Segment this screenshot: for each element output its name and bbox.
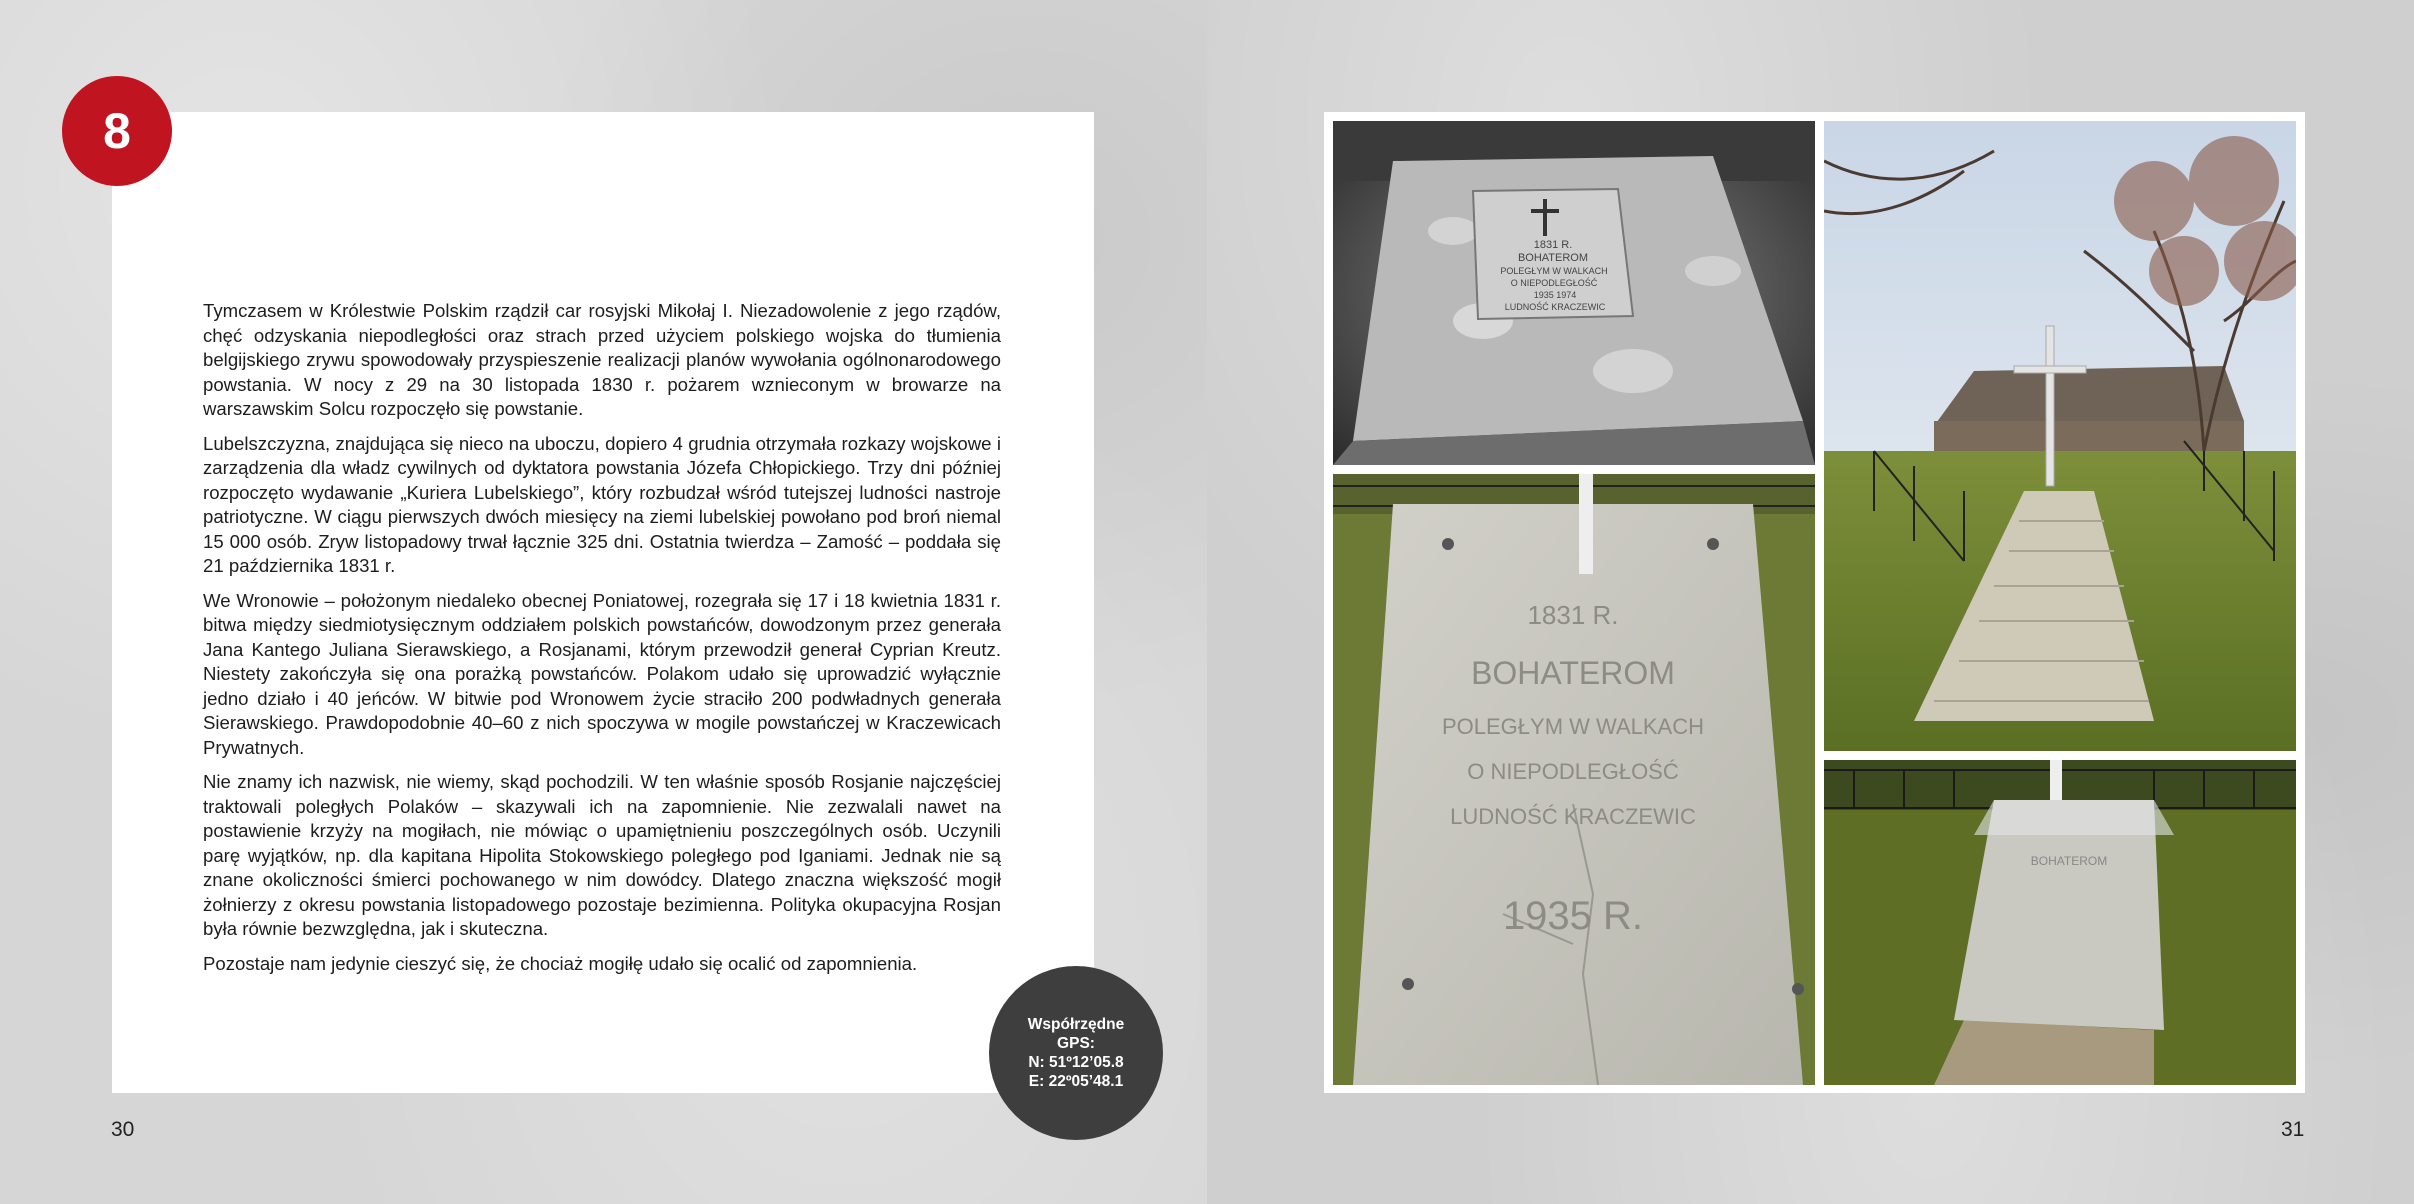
gps-north: N: 51º12’05.8 [1028, 1054, 1124, 1071]
svg-text:O NIEPODLEGŁOŚĆ: O NIEPODLEGŁOŚĆ [1467, 759, 1679, 784]
photo-grave-slab-bw [1333, 121, 1815, 465]
svg-text:BOHATEROM: BOHATEROM [2030, 854, 2108, 868]
gps-coordinates-badge [989, 966, 1163, 1140]
svg-text:BOHATEROM: BOHATEROM [1471, 655, 1675, 691]
article-body [203, 299, 1001, 986]
chapter-number-badge: 8 [62, 76, 172, 186]
gps-title: Współrzędne GPS: [1027, 1016, 1125, 1052]
paragraph: Nie znamy ich nazwisk, nie wiemy, skąd pochodzili. W ten właśnie sposób Rosjanie najczęściej traktowali poległych Polaków – skazywali ich na zapomnienie. Nie zezwalali nawet na postawienie krzyży na mogiłach, nie mówiąc o upamiętnieniu poszczególnych osób. Uczynili parę wyjątków, np. dla kapitana Hipolita Stokowskiego poległego pod Iganiami. Jednak nie są znane okoliczności śmierci pochowanego w nim dowódcy. Dlatego znaczna większość mogił żołnierzy z okresu powstania listopadowego pozostaje bezimienna. Polityka okupacyjna Rosjan była równie bezwzględna, jak i skuteczna. [203, 771, 1001, 939]
page-number-left: 30 [111, 1118, 135, 1141]
photo-grave-glass-cover [1824, 760, 2296, 1085]
svg-text:O NIEPODLEGŁOŚĆ: O NIEPODLEGŁOŚĆ [1510, 278, 1598, 288]
svg-text:1831 R.: 1831 R. [1527, 600, 1619, 630]
paragraph: We Wronowie – położonym niedaleko obecnej Poniatowej, rozegrała się 17 i 18 kwietnia 1831 r. bitwa między siedmiotysięcznym oddziałem polskich powstańców, dowodzonym przez generała Jana Kantego Juliana Sierawskiego, a Rosjanami, którym przewodził generał Cyprian Kreutz. Niestety zakończyła się ona porażką powstańców. Polakom udało się uprowadzić wyłącznie jedno działo i 40 jeńców. W bitwie pod Wronowem życie straciło 200 podwładnych generała Sierawskiego. Prawdopodobnie 40–60 z nich spoczywa w mogile powstańczej w Kraczewicach Prywatnych. [203, 589, 1001, 758]
paragraph: Lubelszczyzna, znajdująca się nieco na uboczu, dopiero 4 grudnia otrzymała rozkazy wojskowe i zarządzenia dla władz cywilnych od dyktatora powstania Józefa Chłopickiego. Trzy dni później rozpoczęto wydawanie „Kuriera Lubelskiego”, który rozbudzał wśród tutejszej ludności nastroje patriotyczne. W ciągu pierwszych dwóch miesięcy na ziemi lubelskiej powołano pod broń niemal 15 000 osób. Zryw listopadowy trwał łącznie 325 dni. Ostatnia twierdza – Zamość – poddała się 21 października 1831 r. [203, 432, 1001, 576]
gps-east: E: 22º05’48.1 [1028, 1073, 1124, 1090]
photo-memorial-site [1824, 121, 2296, 751]
svg-text:LUDNOŚĆ KRACZEWIC: LUDNOŚĆ KRACZEWIC [1450, 804, 1696, 829]
paragraph: Tymczasem w Królestwie Polskim rządził car rosyjski Mikołaj I. Niezadowolenie z jego rządów, chęć odzyskania niepodległości oraz strach przed użyciem polskiego wojska do tłumienia belgijskiego zrywu spowodowały przyspieszenie realizacji planów wywołania ogólnonarodowego powstania. W nocy z 29 na 30 listopada 1830 r. pożarem wznieconym w browarze na warszawskim Solcu rozpoczęło się powstanie. [203, 300, 1001, 419]
svg-text:1935 1974: 1935 1974 [1533, 290, 1577, 300]
svg-text:1935 R.: 1935 R. [1502, 894, 1644, 938]
svg-text:1831 R.: 1831 R. [1533, 239, 1573, 251]
svg-text:BOHATEROM: BOHATEROM [1517, 252, 1589, 264]
photo-stone-slab-closeup [1333, 474, 1815, 1085]
page-number-right: 31 [2281, 1118, 2305, 1141]
svg-text:POLEGŁYM W WALKACH: POLEGŁYM W WALKACH [1441, 714, 1705, 739]
svg-text:POLEGŁYM W WALKACH: POLEGŁYM W WALKACH [1500, 266, 1608, 276]
paragraph: Pozostaje nam jedynie cieszyć się, że chociaż mogiłę udało się ocalić od zapomnienia. [203, 952, 918, 974]
svg-text:LUDNOŚĆ KRACZEWIC: LUDNOŚĆ KRACZEWIC [1504, 302, 1606, 312]
